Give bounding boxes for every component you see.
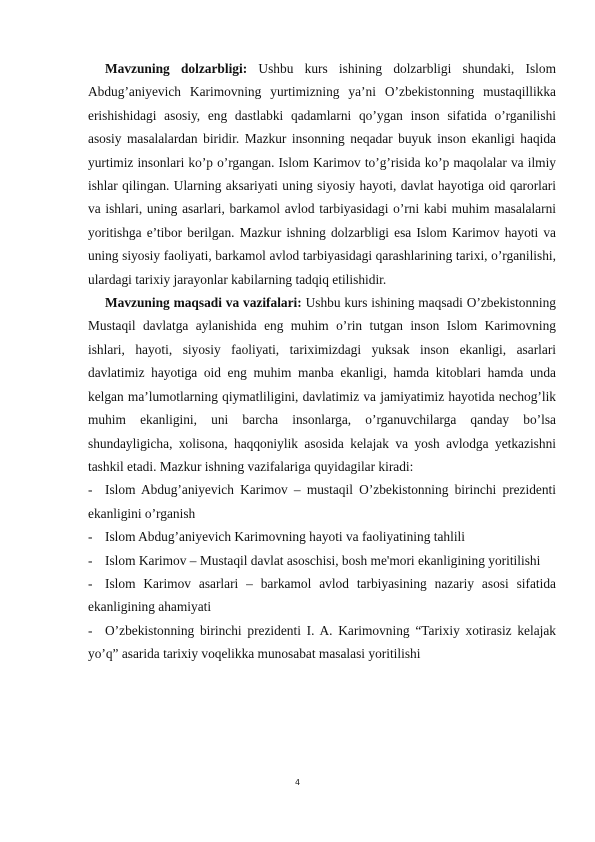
list-item-text: Islom Karimov – Mustaqil davlat asoschisi, bosh me'mori ekanligining yoritilishi [105, 552, 541, 568]
goals-text: Ushbu kurs ishining maqsadi O’zbekistonning Mustaqil davlatga aylanishida eng muhim o’rin tutgan inson Islom Karimovning ishlari, hayoti, siyosiy faoliyati, tariximizdagi yuksak inson ekanligi, asarlari davlatimiz hayotiga oid eng muhim manba ekanligi, hamda kitoblari hamda unda kelgan ma’lumotlarning qiymatliligini, davlatimiz va jamiyatimiz hayotida nechog’lik muhim ekanligini, uni barcha insonlarga, o’rganuvchilarga qanday bo’lsa shundayligicha, xolisona, haqqoniylik asosida kelajak va yosh avlodga yetkazishni tashkil etadi. Mazkur ishning vazifalariga quyidagilar kiradi: [88, 295, 556, 474]
tasks-list [88, 478, 556, 665]
list-item [88, 549, 556, 572]
page-content [88, 57, 556, 666]
goals-heading: Mavzuning maqsadi va vazifalari: [105, 295, 302, 311]
bullet-dash: - [88, 482, 93, 498]
list-item [88, 572, 556, 619]
list-item [88, 619, 556, 666]
bullet-dash: - [88, 552, 93, 568]
list-item [88, 478, 556, 525]
bullet-dash: - [88, 622, 93, 638]
list-item [88, 525, 556, 548]
list-item-text: Islom Karimov asarlari – barkamol avlod tarbiyasining nazariy asosi sifatida ekanligining ahamiyati [88, 575, 556, 615]
goals-paragraph [88, 291, 556, 478]
page-number: 4 [294, 778, 301, 787]
relevance-text: Ushbu kurs ishining dolzarbligi shundaki, Islom Abdug’aniyevich Karimovning yurtimizning ya’ni O’zbekistonning mustaqillikka erishishidagi asosiy, eng dastlabki qadamlarni qo’ygan inson sifatida o’rganilishi asosiy masalalardan biridir. Mazkur insonning neqadar buyuk inson ekanligi haqida yurtimiz insonlari ko’p o’rgangan. Islom Karimov to’g’risida ko’p maqolalar va ilmiy ishlar qilingan. Ularning aksariyati uning siyosiy hayoti, davlat hayotiga oid qarorlari va ishlari, uning asarlari, barkamol avlod tarbiyasidagi o’rni kabi muhim masalalarni yoritishga e’tibor berilgan. Mazkur ishning dolzarbligi esa Islom Karimov hayoti va uning siyosiy faoliyati, barkamol avlod tarbiyasidagi qarashlarining tarixi, o’rganilishi, ulardagi tarixiy jarayonlar kabilarning tadqiq etilishidir. [88, 61, 556, 287]
list-item-text: Islom Abdug’aniyevich Karimovning hayoti va faoliyatining tahlili [105, 529, 465, 545]
relevance-heading: Mavzuning dolzarbligi: [105, 61, 248, 76]
list-item-text: Islom Abdug’aniyevich Karimov – mustaqil O’zbekistonning birinchi prezidenti ekanligini o’rganish [88, 482, 556, 521]
list-item-text: O’zbekistonning birinchi prezidenti I. A. Karimovning “Tarixiy xotirasiz kelajak yo’q” asarida tarixiy voqelikka munosabat masalasi yoritilishi [88, 622, 556, 662]
bullet-dash: - [88, 575, 93, 591]
bullet-dash: - [88, 529, 93, 545]
relevance-paragraph [88, 57, 556, 291]
